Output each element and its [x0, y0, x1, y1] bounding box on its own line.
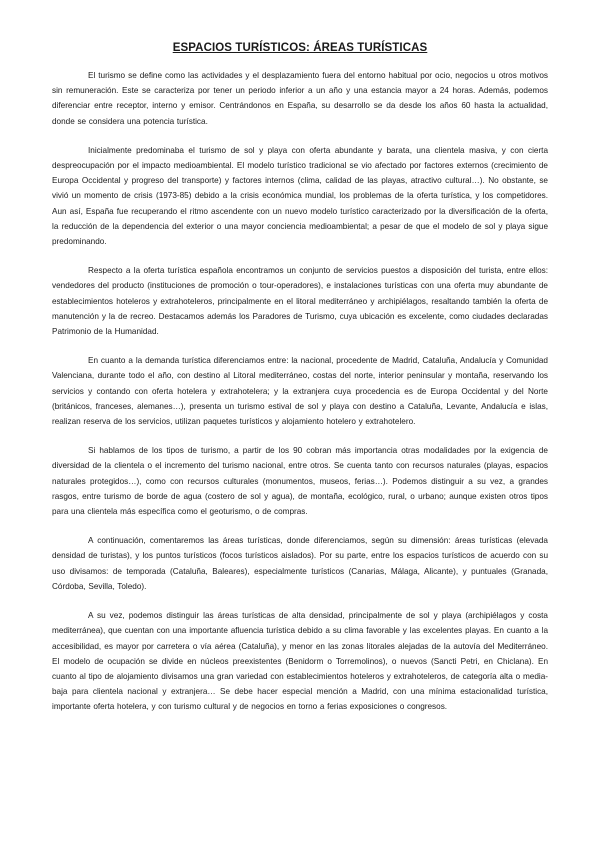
paragraph-tipos: Si hablamos de los tipos de turismo, a partir de los 90 cobran más importancia otras modalidades por la exigencia de diversidad de la clientela o el incremento del turismo nacional, entre otros. Se cuenta tanto con recursos naturales (playas, espacios naturales protegidos…), como con recursos culturales (monumentos, museos, ferias…). Podemos distinguir a su vez, a grandes rasgos, entre turismo de borde de agua (costero de sol y agua), de montaña, ecológico, rural, o urbano; aunque existen otros tipos para una clientela más específica como el geoturismo, o de compras. — [52, 446, 548, 517]
paragraph-oferta: Respecto a la oferta turística española encontramos un conjunto de servicios puestos a disposición del turista, entre ellos: vendedores del producto (instituciones de promoción o tour-operadores), e instalaciones turísticas con una oferta muy abundante de establecimientos hoteleros y extrahoteleros, principalmente en el litoral mediterráneo y archipiélagos, resaltando también la oferta de manutención y la de recreo. Destacamos además los Paradores de Turismo, cuya ubicación es excelente, como ciudades declaradas Patrimonio de la Humanidad. — [52, 266, 548, 337]
paragraph-alta-densidad: A su vez, podemos distinguir las áreas turísticas de alta densidad, principalmente de sol y playa (archipiélagos y costa mediterránea), que cuentan con una importante afluencia turística debido a su clima favorable y las excelentes playas. En cuanto a la accesibilidad, es mayor por carretera o vía aérea (Cataluña), y menor en las zonas litorales alejadas de la autovía del Mediterráneo. El modelo de ocupación se divide en núcleos preexistentes (Benidorm o Torremolinos), o nuevos (Sancti Petri, en Chiclana). En cuanto al tipo de alojamiento divisamos una gran variedad con establecimientos hoteleros y extrahoteleros, de categoría alta o media-baja para clientela nacional y extranjera… Se debe hacer especial mención a Madrid, con una mínima estacionalidad turística, importante oferta hotelera, y con turismo cultural y de negocios en torno a ferias exposiciones o congresos. — [52, 611, 548, 712]
paragraph-evolucion: Inicialmente predominaba el turismo de sol y playa con oferta abundante y barata, una clientela masiva, y con cierta despreocupación por el impacto medioambiental. El modelo turístico tradicional se vio afectado por factores externos (crecimiento de Europa Occidental y progreso del transporte) y factores internos (clima, calidad de las playas, atractivo cultural…). No obstante, se vivió un momento de crisis (1973-85) debido a la crisis económica mundial, los problemas de la oferta turística, y los competidores. Aun así, España fue recuperando el ritmo ascendente con un nuevo modelo turístico caracterizado por la diversificación de la oferta, la reducción de la dependencia del exterior o una mayor conciencia medioambiental; a pesar de que el modelo de sol y playa sigue predominando. — [52, 145, 548, 247]
paragraph-demanda: En cuanto a la demanda turística diferenciamos entre: la nacional, procedente de Madrid, Cataluña, Andalucía y Comunidad Valenciana, durante todo el año, con destino al Litoral mediterráneo, costas del norte, interior peninsular y montaña, reservando los servicios y contando con oferta hotelera y extrahotelera; y la extranjera cuya procedencia es de Europa Occidental y del Norte (británicos, franceses, alemanes…), presenta un turismo estival de sol y playa con destino a Cataluña, Levante, Andalucía e islas, realizan reserva de los servicios, utilizan paquetes turísticos y alojamiento hotelero y extrahotelero. — [52, 356, 548, 427]
page-title: ESPACIOS TURÍSTICOS: ÁREAS TURÍSTICAS — [172, 42, 428, 54]
paragraph-areas: A continuación, comentaremos las áreas turísticas, donde diferenciamos, según su dimensión: áreas turísticas (elevada densidad de turistas), y los puntos turísticos (focos turísticos aislados). Por su parte, entre los espacios turísticos de acuerdo con su uso divisamos: de temporada (Cataluña, Baleares), especialmente turísticos (Canarias, Málaga, Alicante), y puntuales (Granada, Córdoba, Sevilla, Toledo). — [52, 536, 548, 591]
paragraph-definicion: El turismo se define como las actividades y el desplazamiento fuera del entorno habitual por ocio, negocios u otros motivos sin remuneración. Este se caracteriza por tener un periodo inferior a un año y una estancia mayor a 24 horas. Además, podemos diferenciar entre receptor, interno y emisor. Centrándonos en España, su desarrollo se da desde los años 60 hasta la actualidad, donde se considera una potencia turística. — [52, 71, 548, 126]
